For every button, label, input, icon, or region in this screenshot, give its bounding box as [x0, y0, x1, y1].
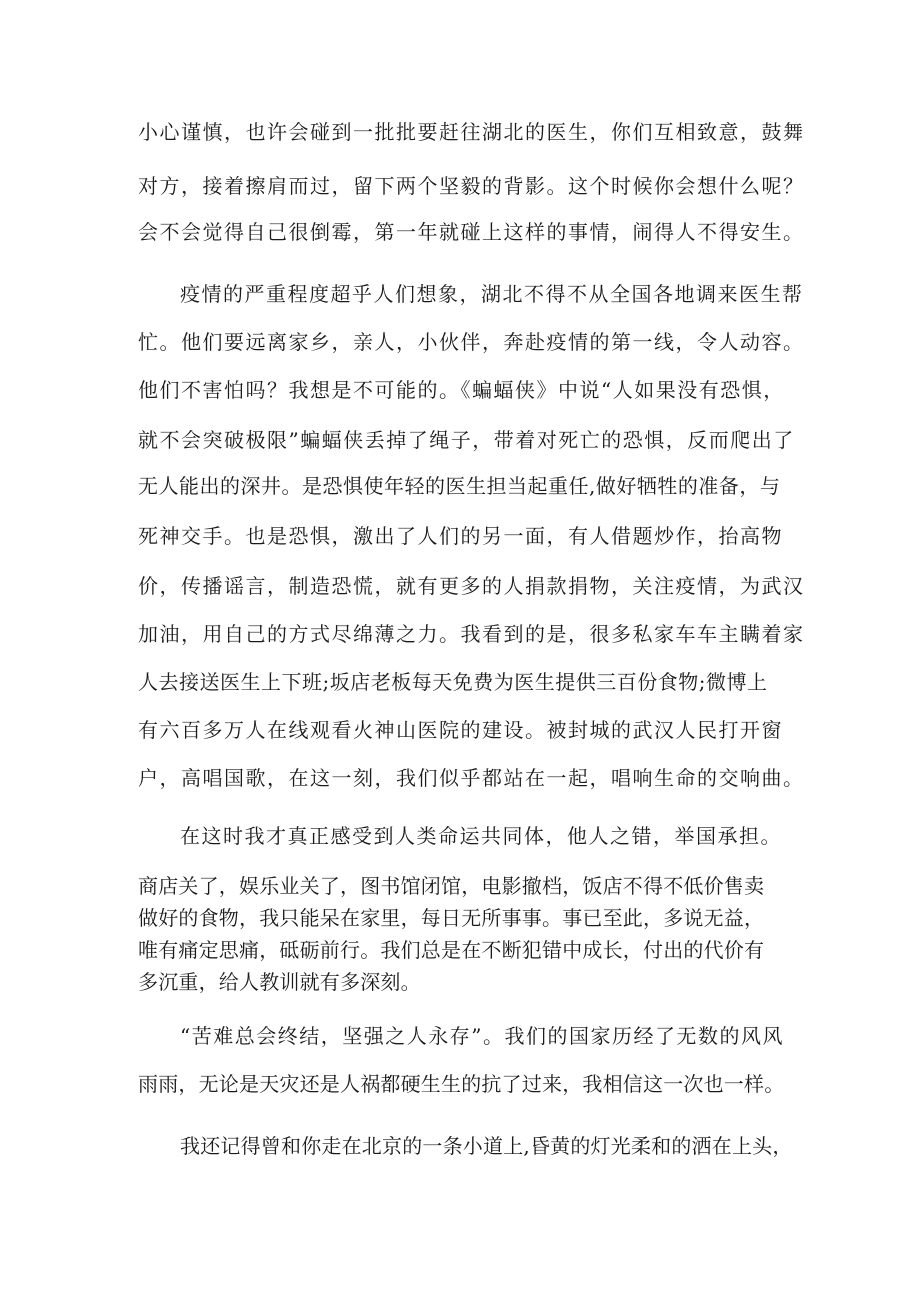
text-line: 会不会觉得自己很倒霉，第一年就碰上这样的事情，闹得人不得安生。 [138, 220, 805, 244]
text-line: 做好的食物，我只能呆在家里，每日无所事事。事已至此，多说无益， [138, 906, 765, 930]
text-line: “苦难总会终结，坚强之人永存”。我们的国家历经了无数的风风 [180, 1024, 784, 1048]
text-line: 价，传播谣言，制造恐慌，就有更多的人捐款捐物，关注疫情，为武汉 [138, 574, 805, 598]
text-line: 我还记得曾和你走在北京的一条小道上,昏黄的灯光柔和的洒在上头， [180, 1134, 793, 1158]
text-line: 加油，用自己的方式尽绵薄之力。我看到的是，很多私家车车主瞒着家 [138, 622, 805, 646]
text-line: 小心谨慎，也许会碰到一批批要赶往湖北的医生，你们互相致意，鼓舞 [138, 120, 805, 144]
text-line: 死神交手。也是恐惧，激出了人们的另一面，有人借题炒作，抬高物 [138, 524, 783, 548]
text-line: 户，高唱国歌，在这一刻，我们似乎都站在一起，唱响生命的交响曲。 [138, 766, 805, 790]
text-line: 人去接送医生上下班;坂店老板每天免费为医生提供三百份食物;微博上 [138, 670, 768, 694]
text-line: 无人能出的深井。是恐惧使年轻的医生担当起重任,做好牺牲的准备，与 [138, 474, 781, 498]
text-line: 就不会突破极限”蝙蝠侠丢掉了绳子，带着对死亡的恐惧，反而爬出了 [138, 428, 795, 452]
text-line: 雨雨，无论是天灾还是人祸都硬生生的抗了过来，我相信这一次也一样。 [138, 1072, 785, 1096]
text-line: 疫情的严重程度超乎人们想象，湖北不得不从全国各地调来医生帮 [180, 282, 804, 306]
text-line: 多沉重，给人教训就有多深刻。 [138, 970, 421, 994]
text-line: 忙。他们要远离家乡，亲人，小伙伴，奔赴疫情的第一线，令人动容。 [138, 330, 805, 354]
text-line: 对方，接着擦肩而过，留下两个坚毅的背影。这个时候你会想什么呢？ [138, 174, 805, 198]
text-line: 有六百多万人在线观看火神山医院的建设。被封城的武汉人民打开窗 [138, 718, 783, 742]
text-line: 在这时我才真正感受到人类命运共同体，他人之错，举国承担。 [180, 824, 782, 848]
text-line: 商店关了，娱乐业关了，图书馆闭馆，电影撤档，饭店不得不低价售卖 [138, 874, 765, 898]
text-line: 唯有痛定思痛，砥砺前行。我们总是在不断犯错中成长，付出的代价有 [138, 938, 765, 962]
text-line: 他们不害怕吗？我想是不可能的。《蝙蝠侠》中说“人如果没有恐惧， [138, 378, 785, 402]
